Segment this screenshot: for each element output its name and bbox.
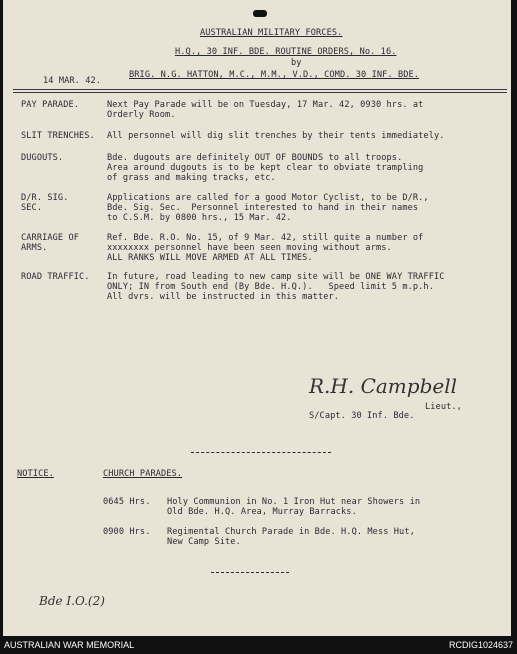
header-rule bbox=[13, 89, 507, 90]
notice-heading: CHURCH PARADES. bbox=[103, 469, 183, 479]
item-line: Bde. dugouts are definitely OUT OF BOUNDS to all troops. bbox=[107, 153, 403, 163]
item-line: All dvrs. will be instructed in this matter. bbox=[107, 292, 340, 302]
item-line: ALL RANKS WILL MOVE ARMED AT ALL TIMES. bbox=[107, 253, 313, 263]
document-page bbox=[3, 0, 511, 636]
item-line: Applications are called for a good Motor Cyclist, to be D/R., bbox=[107, 193, 429, 203]
notice-line: New Camp Site. bbox=[167, 537, 241, 547]
footer-source: AUSTRALIAN WAR MEMORIAL bbox=[4, 640, 135, 650]
item-line: All personnel will dig slit trenches by their tents immediately. bbox=[107, 131, 445, 141]
header-rule-2 bbox=[13, 92, 507, 93]
item-line: to C.S.M. by 0800 hrs., 15 Mar. 42. bbox=[107, 213, 292, 223]
item-heading: D/R. SIG. bbox=[21, 193, 69, 203]
signature: R.H. Campbell bbox=[309, 374, 457, 398]
signatory-title: S/Capt. 30 Inf. Bde. bbox=[309, 411, 415, 421]
item-heading-cont: SEC. bbox=[21, 203, 43, 213]
notice-line: Regimental Church Parade in Bde. H.Q. Mess Hut, bbox=[167, 527, 415, 537]
order-date: 14 MAR. 42. bbox=[43, 76, 102, 86]
item-line: Ref. Bde. R.O. No. 15, of 9 Mar. 42, still quite a number of bbox=[107, 233, 424, 243]
item-line: Area around dugouts is to be kept clear to obviate trampling bbox=[107, 163, 424, 173]
notice-line: Holy Communion in No. 1 Iron Hut near Showers in bbox=[167, 497, 421, 507]
punch-hole bbox=[253, 10, 267, 17]
by-text: by bbox=[291, 58, 302, 68]
signatory-rank: Lieut., bbox=[425, 402, 462, 412]
item-heading: SLIT TRENCHES. bbox=[21, 131, 95, 141]
item-line: ONLY; IN from South end (By Bde. H.Q.). Speed limit 5 m.p.h. bbox=[107, 282, 434, 292]
orders-title: H.Q., 30 INF. BDE. ROUTINE ORDERS, No. 16. bbox=[175, 47, 397, 57]
archive-footer bbox=[0, 636, 517, 654]
notice-time: 0900 Hrs. bbox=[103, 527, 151, 537]
item-line: of grass and making tracks, etc. bbox=[107, 173, 276, 183]
divider bbox=[211, 572, 289, 573]
item-heading-cont: ARMS. bbox=[21, 243, 48, 253]
org-title: AUSTRALIAN MILITARY FORCES. bbox=[200, 28, 343, 38]
item-heading: ROAD TRAFFIC. bbox=[21, 272, 90, 282]
item-heading: DUGOUTS. bbox=[21, 153, 64, 163]
item-line: Bde. Sig. Sec. Personnel interested to hand in their names bbox=[107, 203, 419, 213]
item-heading: PAY PARADE. bbox=[21, 100, 80, 110]
item-line: In future, road leading to new camp site will be ONE WAY TRAFFIC bbox=[107, 272, 445, 282]
footer-id: RCDIG1024637 bbox=[448, 640, 513, 650]
notice-line: Old Bde. H.Q. Area, Murray Barracks. bbox=[167, 507, 357, 517]
notice-label: NOTICE. bbox=[17, 469, 54, 479]
item-line: Orderly Room. bbox=[107, 110, 176, 120]
commander-line: BRIG. N.G. HATTON, M.C., M.M., V.D., COMD. 30 INF. BDE. bbox=[129, 70, 420, 80]
item-line: Next Pay Parade will be on Tuesday, 17 Mar. 42, 0930 hrs. at bbox=[107, 100, 424, 110]
handwritten-reference: Bde I.O.(2) bbox=[39, 594, 105, 608]
divider bbox=[191, 452, 331, 453]
notice-time: 0645 Hrs. bbox=[103, 497, 151, 507]
item-line: xxxxxxxx personnel have been seen moving without arms. bbox=[107, 243, 392, 253]
item-heading: CARRIAGE OF bbox=[21, 233, 80, 243]
